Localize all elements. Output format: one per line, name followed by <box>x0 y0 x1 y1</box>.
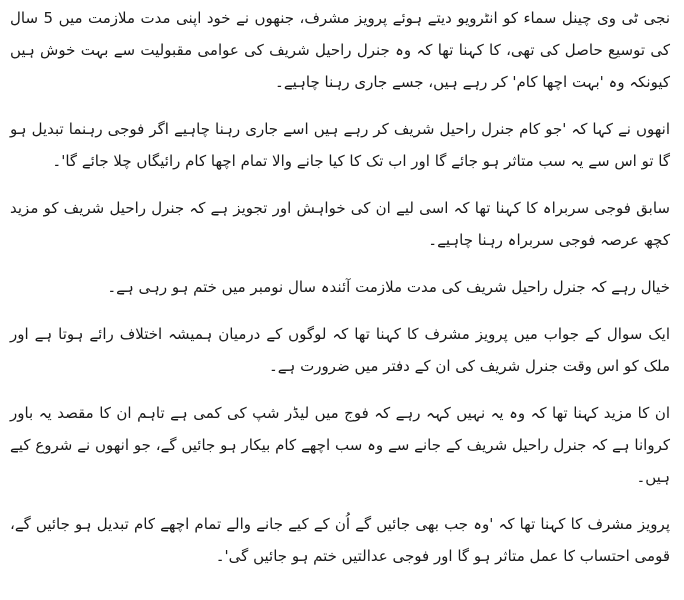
paragraph-leadership-shortage: ان کا مزید کہنا تھا کہ وہ یہ نہیں کہہ رہے کہ فوج میں لیڈر شپ کی کمی ہے تاہم ان کا مقصد یہ باور کروانا ہے کہ جنرل راحیل شریف کے جانے سے وہ سب اچھے کام بیکار ہو جائیں گے، جو انھوں نے شروع کیے ہیں۔ <box>10 404 670 486</box>
paragraph-extension-proposal: سابق فوجی سربراہ کا کہنا تھا کہ اسی لیے ان کی خواہش اور تجویز ہے کہ جنرل راحیل شریف کو مزید کچھ عرصہ فوجی سربراہ رہنا چاہیے۔ <box>10 199 670 249</box>
paragraph-tenure-end: خیال رہے کہ جنرل راحیل شریف کی مدت ملازمت آئندہ سال نومبر میں ختم ہو رہی ہے۔ <box>107 278 670 296</box>
paragraph-interview-intro: نجی ٹی وی چینل سماء کو انٹرویو دیتے ہوئے پرویز مشرف، جنھوں نے خود اپنی مدت ملازمت میں 5 سال کی توسیع حاصل کی تھی، کا کہنا تھا کہ وہ جنرل راحیل شریف کی عوامی مقبولیت سے بہت خوش ہیں کیونکہ وہ 'بہت اچھا کام' کر رہے ہیں، جسے جاری رہنا چاہیے۔ <box>10 9 670 91</box>
paragraph-continuity-quote: انھوں نے کہا کہ 'جو کام جنرل راحیل شریف کر رہے ہیں اسے جاری رہنا چاہیے اگر فوجی رہنما تبدیل ہو گا تو اس سے یہ سب متاثر ہو جائے گا اور اب تک کا کیا جانے والا تمام اچھا کام رائیگاں چلا جائے گا'۔ <box>10 120 670 170</box>
paragraph-accountability-impact: پرویز مشرف کا کہنا تھا کہ 'وہ جب بھی جائیں گے اُن کے کیے جانے والے تمام اچھے کام تبدیل ہو جائیں گے، قومی احتساب کا عمل متاثر ہو گا اور فوجی عدالتیں ختم ہو جائیں گی'۔ <box>10 515 670 565</box>
paragraph-differences-opinion: ایک سوال کے جواب میں پرویز مشرف کا کہنا تھا کہ لوگوں کے درمیان ہمیشہ اختلاف رائے ہوتا ہے اور ملک کو اس وقت جنرل شریف کی ان کے دفتر میں ضرورت ہے۔ <box>10 325 670 375</box>
